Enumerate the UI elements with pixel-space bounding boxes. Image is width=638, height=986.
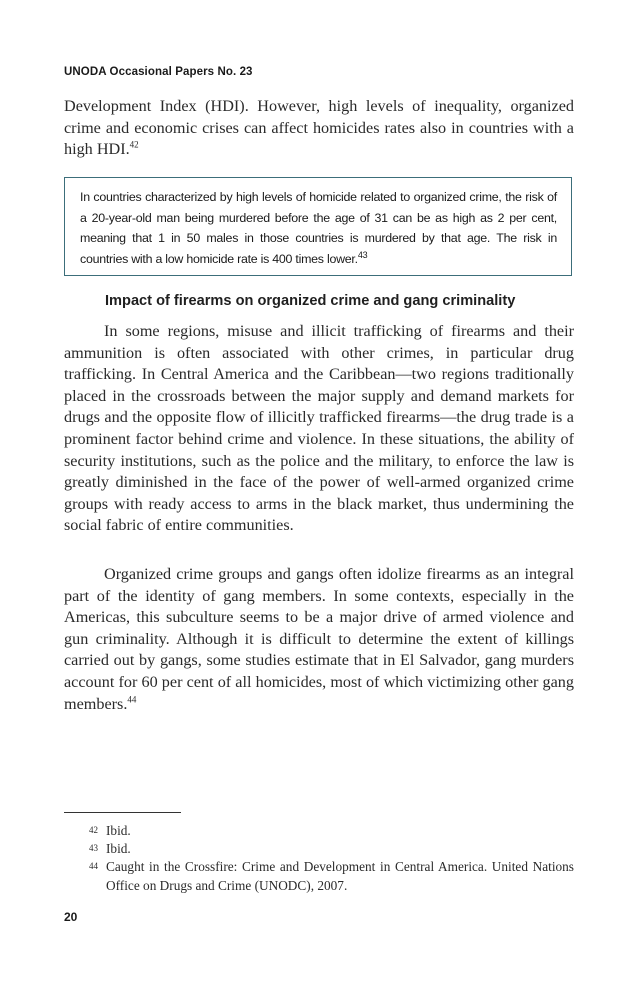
footnote-item xyxy=(64,822,574,840)
footnote-text: Ibid. xyxy=(106,841,131,857)
paragraph-1-text: In some regions, misuse and illicit trafficking of firearms and their ammunition is often associated with other crimes, in particular drug trafficking. In Central America and the Caribbean—two regions traditionally placed in the crossroads between the major supply and demand markets for drugs and the opposite flow of illicitly trafficked firearms—the drug trade is a prominent factor behind crime and violence. In these situations, the ability of security institutions, such as the police and the military, to enforce the law is greatly diminished in the face of the power of well-armed organized crime groups with ready access to arms in the black market, thus undermining the social fabric of entire communities. xyxy=(64,322,574,535)
footnote-item xyxy=(64,858,574,894)
footnote-item xyxy=(64,840,574,858)
intro-paragraph xyxy=(64,96,574,161)
footnotes-list xyxy=(64,822,574,895)
intro-text: Development Index (HDI). However, high levels of inequality, organized crime and economic crises can affect homicides rates also in countries with a high HDI. xyxy=(64,97,574,159)
footnote-ref-42[interactable]: 42 xyxy=(129,139,139,150)
footnote-ref-43[interactable]: 43 xyxy=(357,249,368,260)
footnote-text: Caught in the Crossfire: Crime and Development in Central America. United Nations Office on Drugs and Crime (UNODC), 2007. xyxy=(106,859,574,893)
footnote-number: 43 xyxy=(89,843,98,854)
running-head: UNODA Occasional Papers No. 23 xyxy=(64,66,253,78)
footnote-text: Ibid. xyxy=(106,823,131,838)
body-paragraph-1 xyxy=(64,321,574,537)
section-heading: Impact of firearms on organized crime and gang criminality xyxy=(105,293,516,309)
callout-text: In countries characterized by high levels of homicide related to organized crime, the risk of a 20-year-old man being murdered before the age of 31 can be as high as 2 per cent, meaning that 1 in 50 males in those countries is murdered by that age. The risk in countries with a low homicide rate is 400 times lower. xyxy=(80,190,557,266)
footnote-number: 44 xyxy=(89,861,98,872)
paragraph-2-text: Organized crime groups and gangs often idolize firearms as an integral part of the identity of gang members. In some contexts, especially in the Americas, this subculture seems to be a major drive of armed violence and gun criminality. Although it is difficult to determine the extent of killings carried out by gangs, some studies estimate that in El Salvador, gang murders account for 60 per cent of all homicides, most of which victimizing other gang members. xyxy=(64,565,574,713)
callout-paragraph xyxy=(80,187,557,269)
footnote-divider xyxy=(64,812,181,813)
page-number: 20 xyxy=(64,910,78,924)
callout-box xyxy=(64,177,572,276)
footnote-ref-44[interactable]: 44 xyxy=(127,694,137,705)
footnote-number: 42 xyxy=(89,825,98,835)
body-paragraph-2 xyxy=(64,564,574,715)
